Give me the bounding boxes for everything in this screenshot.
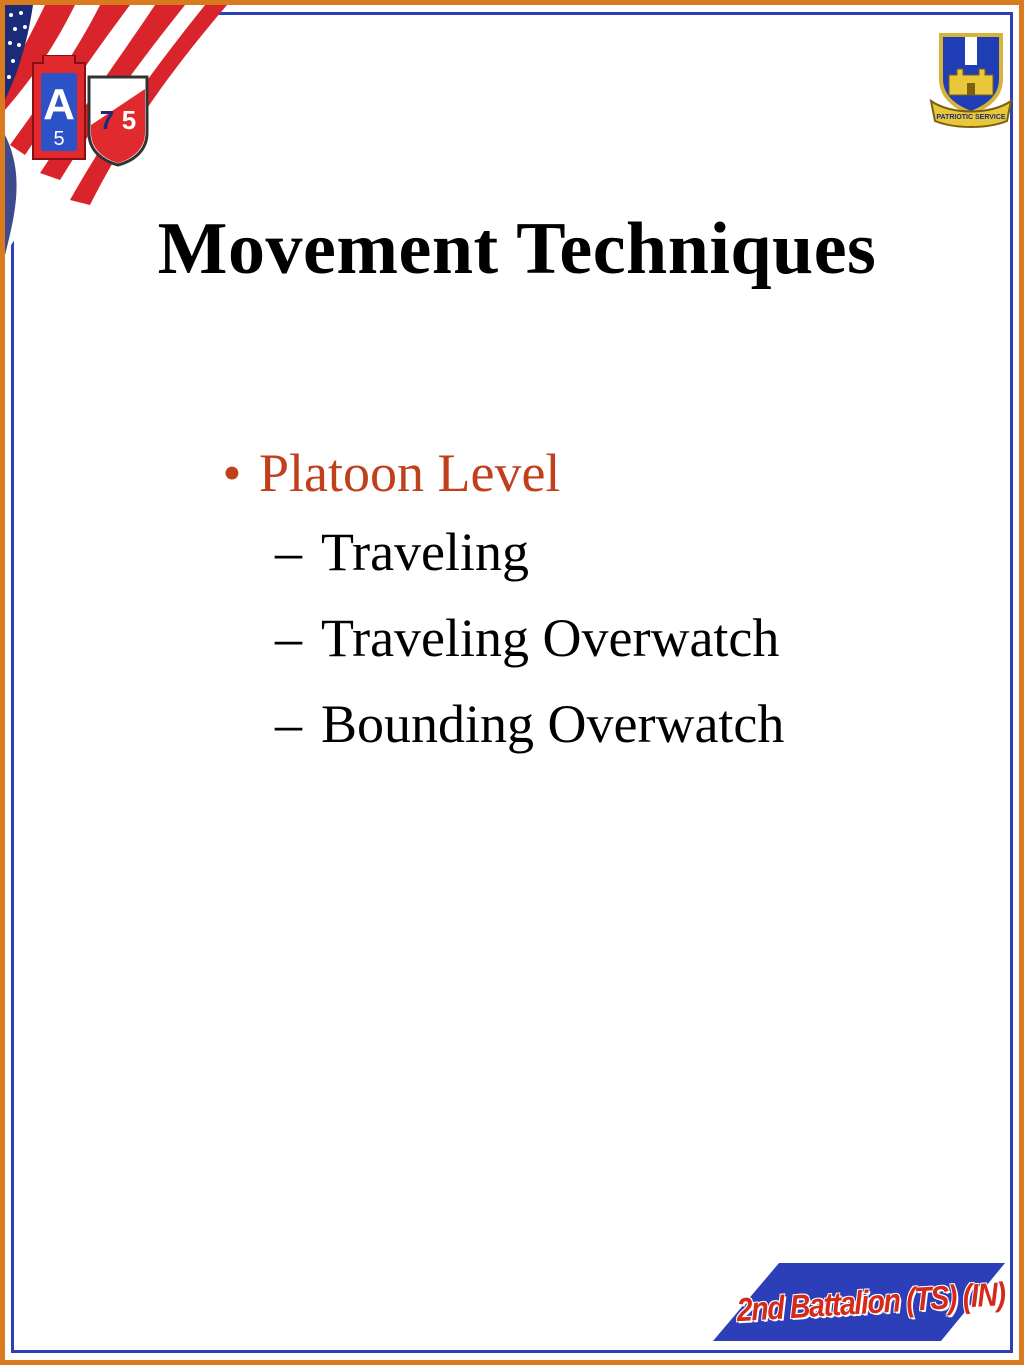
svg-text:7: 7 xyxy=(99,105,115,135)
svg-text:5: 5 xyxy=(121,105,137,135)
sub-item-traveling-overwatch xyxy=(205,595,965,681)
sub-item-dash: – xyxy=(275,522,302,582)
sub-item-traveling xyxy=(205,509,965,595)
sub-item-text: Bounding Overwatch xyxy=(321,694,785,754)
crest-motto: PATRIOTIC SERVICE xyxy=(936,114,1006,121)
bullet-list xyxy=(205,437,965,767)
battalion-crest-icon xyxy=(927,31,1015,129)
sub-item-dash: – xyxy=(275,694,302,754)
slide-title: Movement Techniques xyxy=(157,208,877,290)
sub-item-bounding-overwatch xyxy=(205,681,965,767)
seventy-five-patch-icon xyxy=(85,73,151,167)
army-a5-patch-icon xyxy=(29,55,89,167)
svg-text:5: 5 xyxy=(53,128,65,150)
sub-item-text: Traveling Overwatch xyxy=(321,608,780,668)
sub-item-text: Traveling xyxy=(321,522,530,582)
bullet-item-platoon-level xyxy=(205,437,965,509)
svg-text:A: A xyxy=(43,80,75,129)
sub-item-dash: – xyxy=(275,608,302,668)
bullet-marker: • xyxy=(222,443,242,503)
footer-battalion-label: 2nd Battalion (TS) (IN) xyxy=(735,1275,1006,1329)
bullet-text: Platoon Level xyxy=(259,443,561,503)
